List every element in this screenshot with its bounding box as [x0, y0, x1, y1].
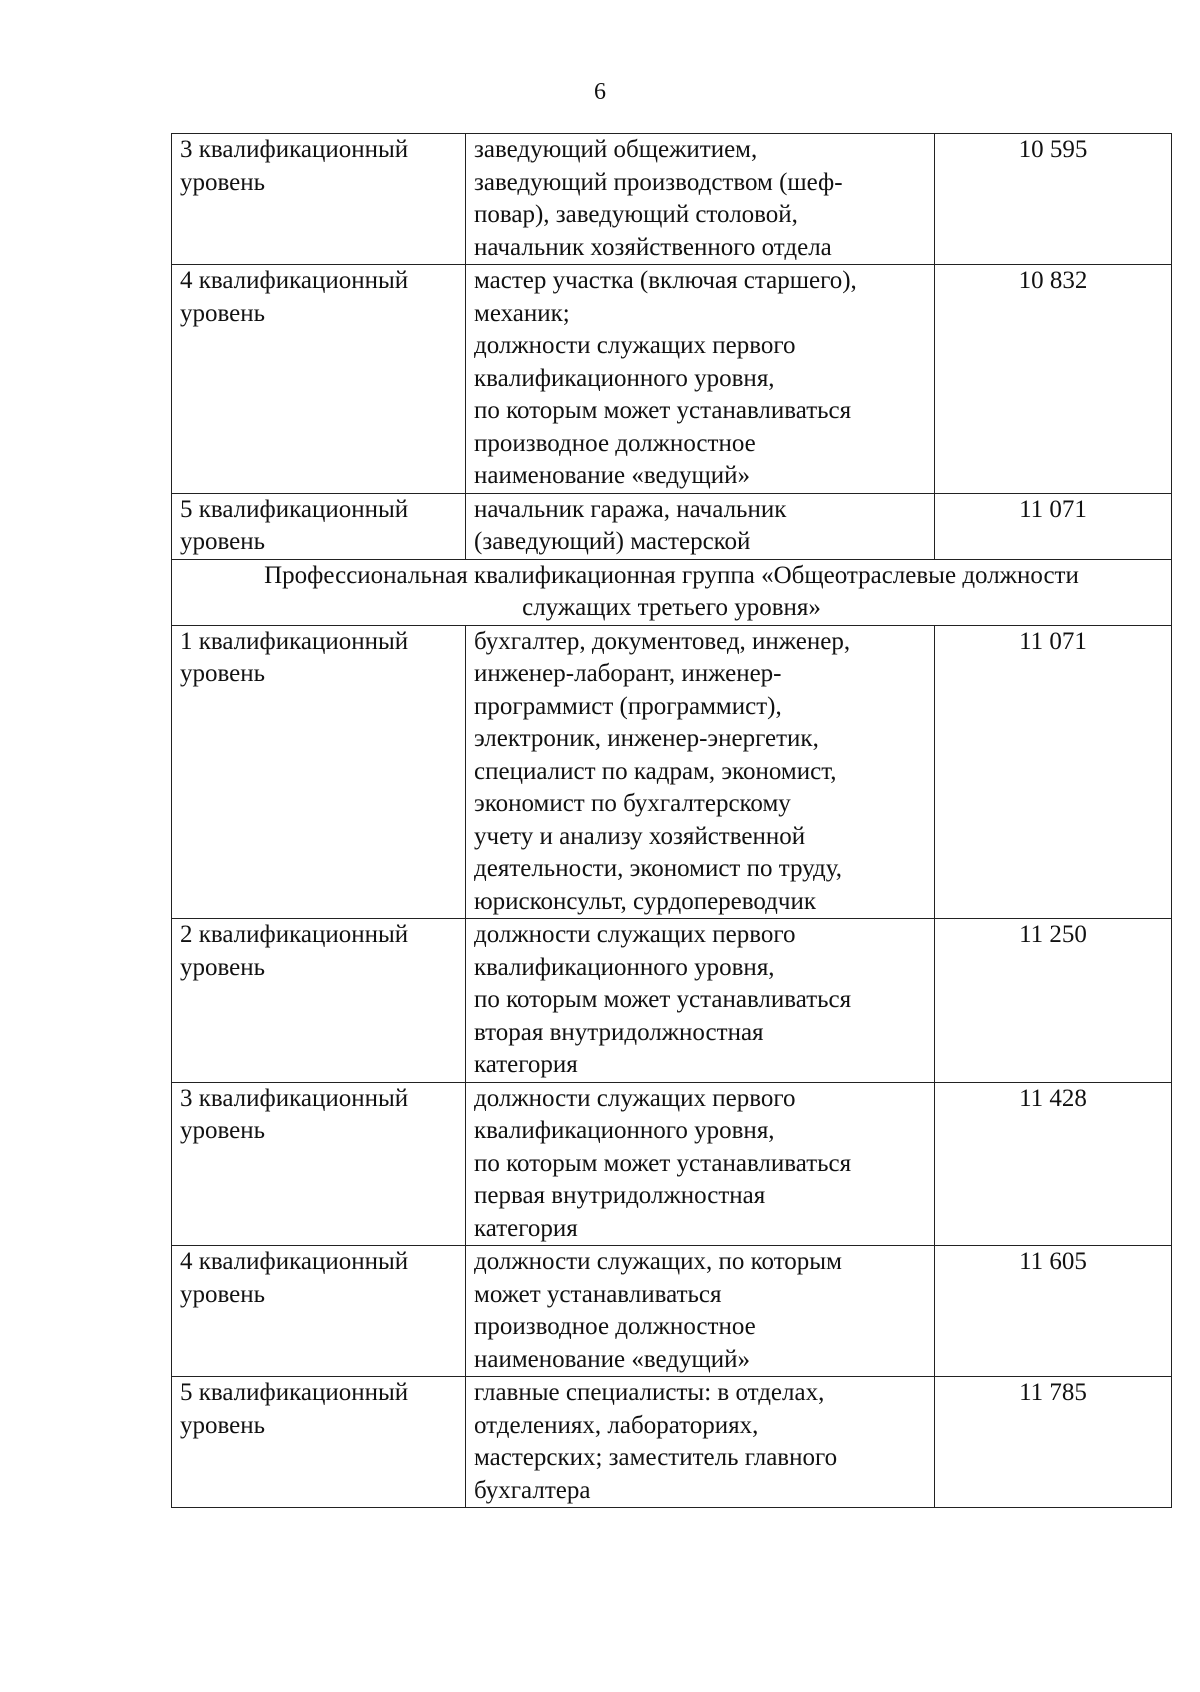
positions-text: мастерских; заместитель главного	[474, 1444, 838, 1471]
positions-text: бухгалтера	[474, 1476, 591, 1504]
positions-cell	[466, 625, 935, 919]
qualification-level-text: уровень	[180, 528, 266, 555]
positions-text: может устанавливаться	[474, 1280, 722, 1308]
qualification-level-cell	[172, 1377, 466, 1508]
positions-text: должности служащих первого	[474, 332, 796, 359]
table-row	[172, 919, 1172, 1083]
positions-text: по которым может устанавливаться	[474, 986, 852, 1013]
qualification-level-cell	[172, 919, 466, 1083]
positions-text: по которым может устанавливаться	[474, 1149, 852, 1177]
qualification-level-text: уровень	[180, 660, 266, 687]
positions-text: инженер-лаборант, инженер-	[474, 660, 782, 687]
salary-value: 10 595	[935, 134, 1172, 265]
qualification-level-text: 4 квалификационный	[180, 267, 409, 294]
positions-text: производное должностное	[474, 1313, 756, 1340]
positions-text: механик;	[474, 299, 570, 327]
positions-text: учету и анализу хозяйственной	[474, 822, 806, 850]
qualification-level-cell	[172, 1082, 466, 1246]
qualification-level-text: уровень	[180, 299, 266, 327]
positions-cell	[466, 493, 935, 559]
qualification-level-text: уровень	[180, 953, 266, 981]
table-row	[172, 1246, 1172, 1377]
positions-text: повар), заведующий столовой,	[474, 201, 798, 228]
positions-cell	[466, 1082, 935, 1246]
positions-text: юрисконсульт, сурдопереводчик	[474, 887, 817, 915]
qualification-level-cell	[172, 625, 466, 919]
qualification-level-text: уровень	[180, 1411, 266, 1439]
qualification-level-cell	[172, 493, 466, 559]
salary-value: 11 605	[935, 1246, 1172, 1377]
salary-value: 10 832	[935, 265, 1172, 494]
positions-text: начальник гаража, начальник	[474, 495, 787, 523]
positions-cell	[466, 1246, 935, 1377]
table-row	[172, 1082, 1172, 1246]
positions-cell	[466, 134, 935, 265]
qualification-level-text: уровень	[180, 1280, 266, 1308]
salary-value: 11 250	[935, 919, 1172, 1083]
positions-cell	[466, 265, 935, 494]
positions-text: экономист по бухгалтерскому	[474, 790, 791, 817]
salary-table	[171, 133, 1172, 1508]
table-row	[172, 493, 1172, 559]
positions-text: мастер участка (включая старшего),	[474, 267, 857, 294]
qualification-level-cell	[172, 265, 466, 494]
positions-text: заведующий производством (шеф-	[474, 168, 843, 196]
positions-text: специалист по кадрам, экономист,	[474, 757, 837, 785]
qualification-level-cell	[172, 1246, 466, 1377]
positions-text: (заведующий) мастерской	[474, 528, 751, 555]
table-row	[172, 265, 1172, 494]
positions-text: первая внутридолжностная	[474, 1182, 766, 1209]
positions-text: по которым может устанавливаться	[474, 397, 852, 424]
positions-cell	[466, 1377, 935, 1508]
qualification-level-text: 1 квалификационный	[180, 627, 409, 655]
positions-text: начальник хозяйственного отдела	[474, 233, 832, 261]
table-row	[172, 625, 1172, 919]
qualification-level-text: 5 квалификационный	[180, 1379, 409, 1406]
qualification-level-text: уровень	[180, 1117, 266, 1144]
salary-value: 11 428	[935, 1082, 1172, 1246]
positions-text: категория	[474, 1051, 578, 1078]
qualification-level-text: 5 квалификационный	[180, 495, 409, 523]
positions-text: квалификационного уровня,	[474, 1117, 775, 1144]
positions-text: бухгалтер, документовед, инженер,	[474, 627, 851, 655]
positions-text: отделениях, лабораториях,	[474, 1411, 759, 1439]
positions-text: наименование «ведущий»	[474, 1345, 750, 1373]
positions-text: вторая внутридолжностная	[474, 1018, 764, 1046]
positions-text: деятельности, экономист по труду,	[474, 855, 843, 882]
group-title	[172, 559, 1172, 625]
qualification-level-text: 4 квалификационный	[180, 1248, 409, 1275]
qualification-level-text: 3 квалификационный	[180, 1084, 409, 1112]
positions-text: наименование «ведущий»	[474, 462, 750, 489]
table-row	[172, 1377, 1172, 1508]
positions-text: электроник, инженер-энергетик,	[474, 725, 819, 752]
qualification-level-text: 3 квалификационный	[180, 136, 409, 163]
positions-text: производное должностное	[474, 429, 756, 457]
salary-value: 11 071	[935, 625, 1172, 919]
table-row	[172, 134, 1172, 265]
salary-value: 11 785	[935, 1377, 1172, 1508]
group-header-row	[172, 559, 1172, 625]
salary-value: 11 071	[935, 493, 1172, 559]
positions-text: главные специалисты: в отделах,	[474, 1379, 825, 1406]
positions-text: квалификационного уровня,	[474, 953, 775, 981]
qualification-level-text: уровень	[180, 168, 266, 196]
positions-text: квалификационного уровня,	[474, 364, 775, 392]
group-title-line: Профессиональная квалификационная группа «Общеотраслевые должности	[264, 561, 1079, 589]
positions-text: должности служащих, по которым	[474, 1248, 842, 1275]
positions-text: категория	[474, 1214, 578, 1242]
positions-text: должности служащих первого	[474, 921, 796, 948]
page-number: 6	[594, 79, 606, 105]
salary-table-body	[172, 134, 1172, 1508]
positions-text: должности служащих первого	[474, 1084, 796, 1112]
positions-text: заведующий общежитием,	[474, 136, 758, 163]
positions-text: программист (программист),	[474, 692, 782, 720]
group-title-line: служащих третьего уровня»	[522, 594, 821, 621]
qualification-level-cell	[172, 134, 466, 265]
qualification-level-text: 2 квалификационный	[180, 921, 409, 948]
positions-cell	[466, 919, 935, 1083]
